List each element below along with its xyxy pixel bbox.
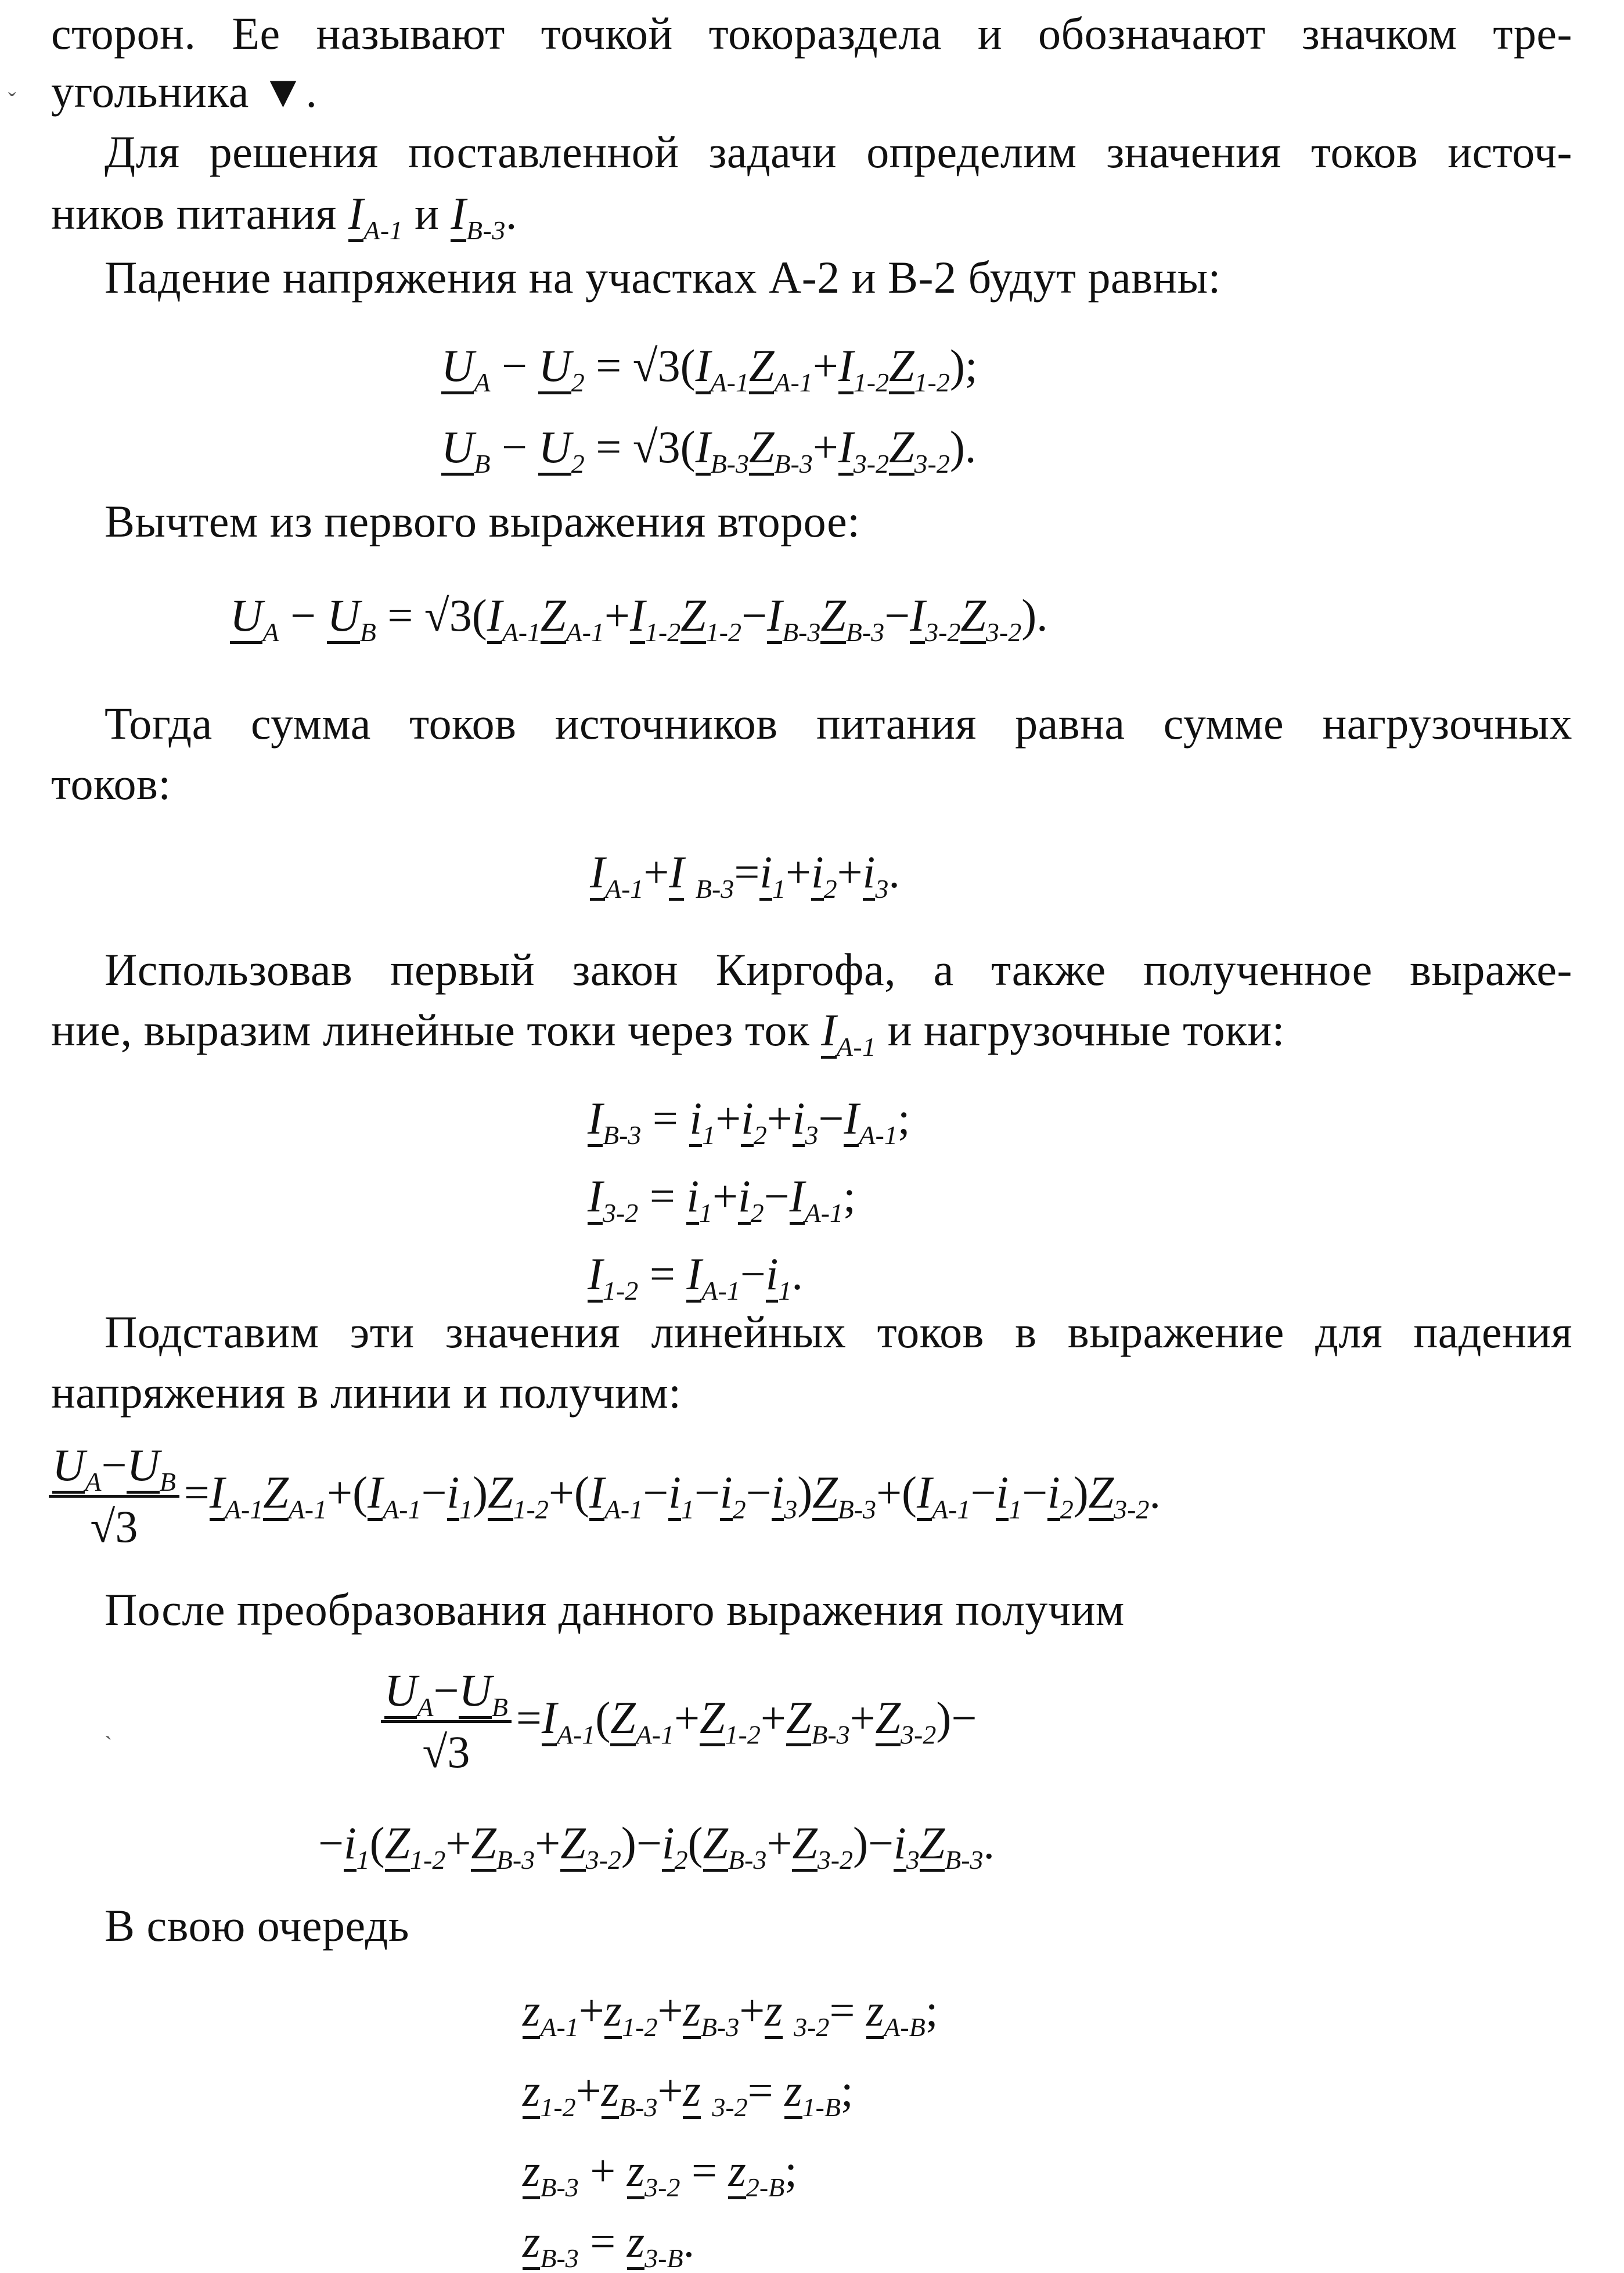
text-run: и [403, 188, 451, 239]
equation-zab: $z_{A-1}+z_{1-2}+z_{B-3}+z$ $_{3-2}= z_{A-B}$; [523, 1985, 938, 2042]
text-run: . [505, 188, 517, 239]
equation-substituted: $\frac{U_A-U_B}{√3}$ $=I_{A-1}Z_{A-1}+(I_{A-1}-i_1)Z_{1-2}+(I_{A-1}-i_1-i_2-i_3)Z_{B-3}+(I_{A-1}-i_1-i_2)Z_{3-2}$. [49, 1439, 1161, 1556]
paragraph-line: Падение напряжения на участках А-2 и В-2 будут равны: [105, 252, 1221, 303]
paragraph-line: После преобразования данного выражения получим [105, 1584, 1125, 1635]
subscript: A-1 [836, 1032, 876, 1062]
paragraph-line [51, 185, 517, 243]
equation-z2b: $z_{B-3} + z_{3-2} = z_{2-B}$; [523, 2145, 797, 2202]
subscript: A-1 [363, 215, 404, 245]
current-symbol: I [348, 188, 363, 242]
subscript: B-3 [466, 215, 506, 245]
paragraph-line: сторон. Ее называют точкой токораздела и обозначают значком тре- [51, 8, 1572, 59]
paragraph-line: токов: [51, 758, 171, 809]
fraction: $\frac{U_A-U_B}{√3}$ [381, 1664, 512, 1781]
paragraph-line: угольника ▼. [51, 66, 318, 117]
text-run: и нагрузочные токи: [876, 1005, 1285, 1055]
current-symbol: I [821, 1005, 836, 1059]
paragraph-line: В свою очередь [105, 1900, 409, 1951]
paragraph-line: Использовав первый закон Киргофа, а также полученное выраже- [105, 944, 1572, 995]
equation-transformed-line2: $-i_1(Z_{1-2}+Z_{B-3}+Z_{3-2})-i_2(Z_{B-3}+Z_{3-2})-i_3Z_{B-3}$. [318, 1818, 995, 1875]
paragraph-line: напряжения в линии и получим: [51, 1367, 682, 1418]
equation-drop-a2: $U_A - U_2 = √3(I_{A-1}Z_{A-1}+I_{1-2}Z_{1-2})$; [441, 340, 978, 397]
paragraph-line: Подставим эти значения линейных токов в выражение для падения [105, 1307, 1572, 1357]
equation-drop-b2: $U_B - U_2 = √3(I_{B-3}Z_{B-3}+I_{3-2}Z_{3-2})$. [441, 422, 977, 479]
equation-transformed-line1: $\frac{U_A-U_B}{√3}$ $=I_{A-1}(Z_{A-1}+Z_{1-2}+Z_{B-3}+Z_{3-2})-$ [381, 1664, 977, 1781]
scan-artifact: ˇ [8, 88, 16, 114]
paragraph-line: Вычтем из первого выражения второе: [105, 496, 860, 546]
current-symbol: I [451, 188, 466, 242]
equation-i12: $I_{1-2} = I_{A-1}-i_1$. [588, 1249, 803, 1305]
equation-difference: $U_A - U_B = √3(I_{A-1}Z_{A-1}+I_{1-2}Z_{1-2}-I_{B-3}Z_{B-3}-I_{3-2}Z_{3-2})$. [230, 590, 1048, 647]
paragraph-line: Для решения поставленной задачи определим значения токов источ- [105, 127, 1572, 177]
paragraph-line: Тогда сумма токов источников питания равна сумме нагрузочных [105, 698, 1572, 749]
equation-ib3: $I_{B-3} = i_1+i_2+i_3-I_{A-1}$; [588, 1093, 910, 1150]
paragraph-line [51, 1001, 1285, 1062]
equation-i32: $I_{3-2} = i_1+i_2-I_{A-1}$; [588, 1171, 856, 1228]
equation-current-sum: $I_{A-1}+I$ $_{B-3}=i_1+i_2+i_3$. [590, 847, 900, 904]
equation-z1b: $z_{1-2}+z_{B-3}+z$ $_{3-2}= z_{1-B}$; [523, 2065, 854, 2122]
text-run: ников питания [51, 188, 348, 239]
equation-z3b: $z_{B-3} = z_{3-B}$. [523, 2216, 695, 2273]
fraction: $\frac{U_A-U_B}{√3}$ [49, 1439, 179, 1556]
scan-artifact: ˎ [105, 1714, 113, 1740]
text-run: ние, выразим линейные токи через ток [51, 1005, 822, 1055]
